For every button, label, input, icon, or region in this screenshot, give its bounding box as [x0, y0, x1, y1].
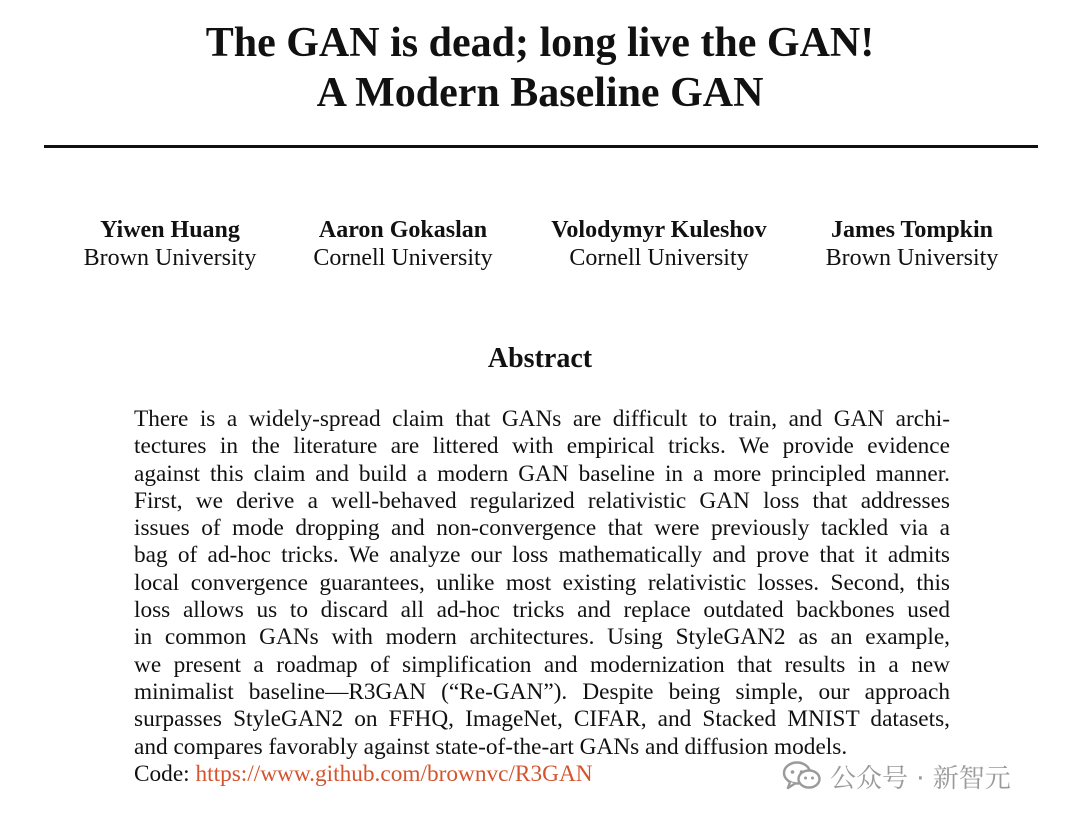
author-affiliation: Brown University [825, 245, 999, 271]
abstract-line: issues of mode dropping and non-convergence that were previously tackled via a [134, 515, 950, 542]
abstract-line: and compares favorably against state-of-the-art GANs and diffusion models. [134, 733, 848, 760]
abstract-line: loss allows us to discard all ad-hoc tricks and replace outdated backbones used [134, 597, 950, 624]
abstract-line: local convergence guarantees, unlike most existing relativistic losses. Second, this [134, 569, 950, 596]
paper-title-line-1: The GAN is dead; long live the GAN! [205, 20, 875, 66]
watermark-text: 公众号 · 新智元 [830, 763, 1011, 794]
author-list [0, 216, 1080, 276]
abstract-line: First, we derive a well-behaved regularized relativistic GAN loss that addresses [134, 487, 950, 514]
author-name: Aaron Gokaslan [318, 217, 488, 243]
author-name: Volodymyr Kuleshov [551, 217, 767, 243]
abstract-line: There is a widely-spread claim that GANs are difficult to train, and GAN archi- [134, 406, 950, 432]
abstract-text [134, 406, 950, 788]
author-affiliation: Cornell University [569, 245, 749, 271]
abstract-line: tectures in the literature are littered with empirical tricks. We provide evidence [134, 433, 950, 460]
title-divider [44, 145, 1038, 148]
wechat-icon [782, 760, 822, 792]
abstract-line: minimalist baseline—R3GAN (“Re-GAN”). Despite being simple, our approach [134, 678, 950, 705]
author-affiliation: Brown University [83, 245, 257, 271]
author-block [826, 216, 999, 272]
watermark [782, 756, 1011, 796]
paper-title [0, 18, 1080, 118]
paper-title-line-2: A Modern Baseline GAN [316, 70, 764, 116]
abstract-line: against this claim and build a modern GAN baseline in a more principled manner. [134, 460, 950, 487]
author-name: James Tompkin [830, 217, 994, 243]
author-affiliation: Cornell University [313, 245, 493, 271]
author-name: Yiwen Huang [100, 217, 240, 243]
code-label: Code: [134, 760, 190, 787]
author-block [551, 216, 766, 272]
code-link[interactable]: https://www.github.com/brownvc/R3GAN [195, 760, 593, 787]
author-block [313, 216, 492, 272]
abstract-line: we present a roadmap of simplification and modernization that results in a new [134, 651, 950, 678]
abstract-line: surpasses StyleGAN2 on FFHQ, ImageNet, CIFAR, and Stacked MNIST datasets, [134, 706, 950, 733]
abstract-line: in common GANs with modern architectures. Using StyleGAN2 as an example, [134, 624, 950, 651]
abstract-line: bag of ad-hoc tricks. We analyze our loss mathematically and prove that it admits [134, 542, 950, 569]
author-block [84, 216, 257, 272]
abstract-heading: Abstract [487, 343, 593, 374]
